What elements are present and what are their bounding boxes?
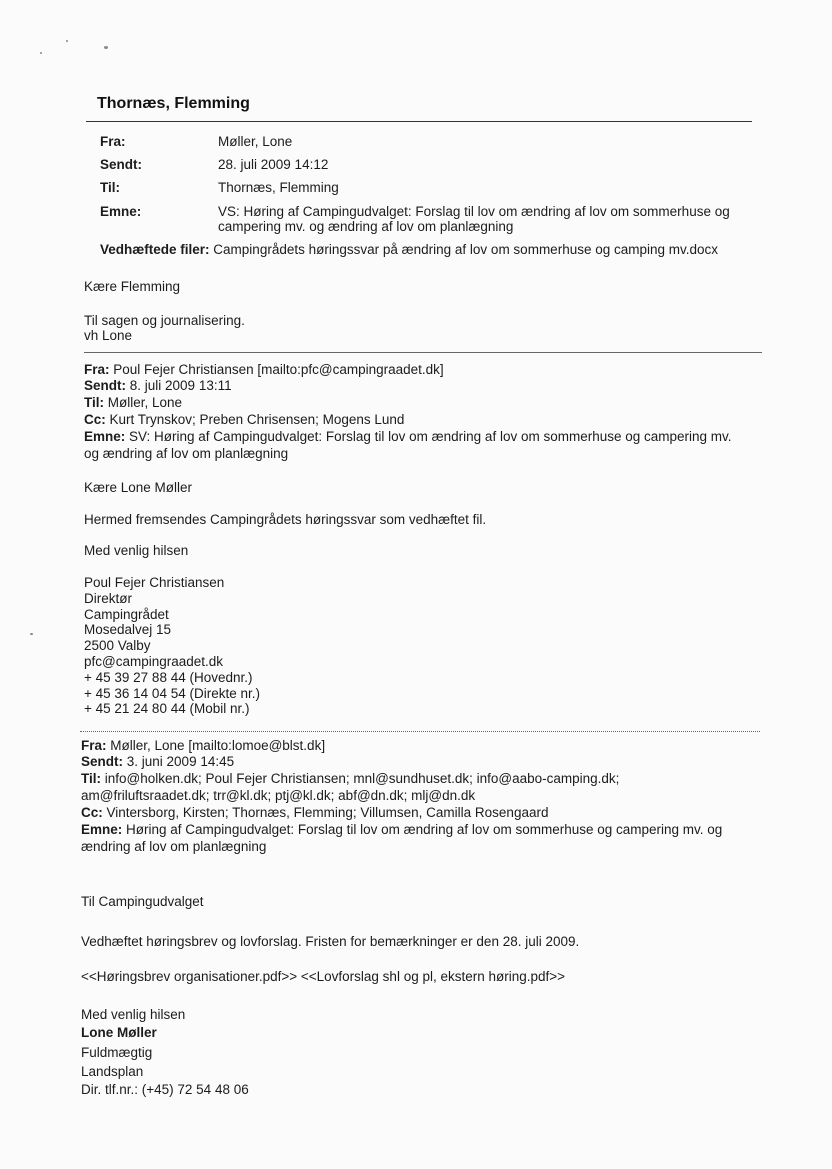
msg3-from-label: Fra:	[81, 738, 107, 753]
sent-label: Sendt:	[100, 157, 142, 172]
msg3-sent-label: Sendt:	[81, 754, 123, 769]
signature-line: + 45 36 14 04 54 (Direkte nr.)	[84, 685, 260, 701]
scan-speck	[104, 46, 108, 49]
msg3-sent	[81, 754, 234, 769]
signature-line: Poul Fejer Christiansen	[84, 575, 225, 590]
attachment-row	[100, 242, 718, 257]
msg2-cc-label: Cc:	[84, 412, 106, 427]
attachment-label: Vedhæftede filer:	[100, 242, 210, 257]
msg3-to-line-1: info@holken.dk; Poul Fejer Christiansen; mnl@sundhuset.dk; info@aabo-camping.dk;	[104, 771, 620, 786]
msg3-closing: Med venlig hilsen	[81, 1007, 186, 1022]
msg3-from	[81, 738, 325, 753]
subject-label: Emne:	[100, 204, 142, 219]
intro-greeting: Kære Flemming	[84, 279, 181, 294]
msg3-body: Vedhæftet høringsbrev og lovforslag. Fristen for bemærkninger er den 28. juli 2009.	[81, 934, 580, 949]
msg2-greeting: Kære Lone Møller	[84, 480, 193, 495]
message-separator	[84, 352, 762, 353]
msg3-to-label: Til:	[81, 771, 101, 786]
msg2-cc-value: Kurt Trynskov; Preben Chrisensen; Mogens Lund	[109, 412, 405, 427]
msg2-sent-label: Sendt:	[84, 378, 126, 393]
scan-speck	[66, 40, 68, 42]
msg3-subject-label: Emne:	[81, 822, 123, 837]
scan-speck	[40, 52, 42, 54]
msg2-body: Hermed fremsendes Campingrådets høringssvar som vedhæftet fil.	[84, 512, 487, 527]
msg2-to	[84, 395, 182, 410]
msg2-subject	[84, 429, 732, 444]
msg3-subject	[81, 822, 722, 837]
signature-line: Dir. tlf.nr.: (+45) 72 54 48 06	[81, 1082, 249, 1097]
attachment-file[interactable]: Campingrådets høringssvar på ændring af lov om sommerhuse og camping mv.docx	[213, 242, 719, 257]
signature-line: + 45 39 27 88 44 (Hovednr.)	[84, 669, 253, 685]
signature-line: Fuldmægtig	[81, 1045, 153, 1060]
msg3-subject-line-1: Høring af Campingudvalget: Forslag til lov om ændring af lov om sommerhuse og campering mv. og	[126, 822, 723, 837]
msg3-signature-name: Lone Møller	[81, 1025, 157, 1040]
msg2-closing: Med venlig hilsen	[84, 543, 189, 558]
intro-signoff: vh Lone	[84, 328, 133, 343]
msg2-signature	[84, 575, 260, 717]
msg2-from	[84, 362, 444, 377]
to-label: Til:	[100, 180, 120, 195]
msg2-to-value: Møller, Lone	[107, 395, 183, 410]
msg3-from-value: Møller, Lone [mailto:lomoe@blst.dk]	[110, 738, 326, 753]
msg3-subject-line-2: ændring af lov om planlægning	[81, 839, 267, 854]
msg3-signature	[81, 1044, 249, 1100]
msg3-to-line-2: am@friluftsraadet.dk; trr@kl.dk; ptj@kl.dk; abf@dn.dk; mlj@dn.dk	[81, 788, 476, 803]
msg2-to-label: Til:	[84, 395, 104, 410]
msg2-sent-value: 8. juli 2009 13:11	[129, 378, 232, 393]
msg2-subject-line-1: SV: Høring af Campingudvalget: Forslag til lov om ændring af lov om sommerhuse og campering mv.	[129, 429, 732, 444]
signature-line: + 45 21 24 80 44 (Mobil nr.)	[84, 701, 250, 717]
msg2-cc	[84, 412, 404, 427]
msg2-from-value: Poul Fejer Christiansen [mailto:pfc@campingraadet.dk]	[113, 362, 444, 377]
msg3-greeting: Til Campingudvalget	[81, 894, 204, 909]
from-value: Møller, Lone	[218, 134, 293, 149]
subject-line-2: campering mv. og ændring af lov om planlægning	[218, 219, 514, 234]
page-title: Thornæs, Flemming	[97, 95, 250, 112]
sent-value: 28. juli 2009 14:12	[218, 157, 329, 172]
message-separator	[80, 731, 760, 732]
msg3-cc	[81, 805, 548, 820]
title-rule	[86, 121, 752, 122]
msg2-from-label: Fra:	[84, 362, 110, 377]
msg3-cc-label: Cc:	[81, 805, 103, 820]
intro-line: Til sagen og journalisering.	[84, 313, 245, 328]
signature-line: Mosedalvej 15	[84, 622, 172, 638]
msg3-to	[81, 771, 619, 786]
msg3-cc-value: Vintersborg, Kirsten; Thornæs, Flemming; Villumsen, Camilla Rosengaard	[106, 805, 549, 820]
from-label: Fra:	[100, 134, 126, 149]
msg2-subject-label: Emne:	[84, 429, 126, 444]
signature-email[interactable]: pfc@campingraadet.dk	[84, 653, 224, 669]
msg3-sent-value: 3. juni 2009 14:45	[126, 754, 235, 769]
msg2-sent	[84, 378, 232, 393]
to-value: Thornæs, Flemming	[218, 180, 339, 195]
signature-line: 2500 Valby	[84, 638, 151, 654]
scan-speck	[30, 633, 33, 635]
msg2-subject-line-2: og ændring af lov om planlægning	[84, 446, 289, 461]
signature-line: Direktør	[84, 590, 132, 606]
signature-line: Campingrådet	[84, 606, 169, 622]
signature-line: Landsplan	[81, 1063, 144, 1079]
msg3-attachments[interactable]: <<Høringsbrev organisationer.pdf>> <<Lovforslag shl og pl, ekstern høring.pdf>>	[81, 969, 566, 984]
subject-line-1: VS: Høring af Campingudvalget: Forslag til lov om ændring af lov om sommerhuse og	[218, 204, 730, 219]
